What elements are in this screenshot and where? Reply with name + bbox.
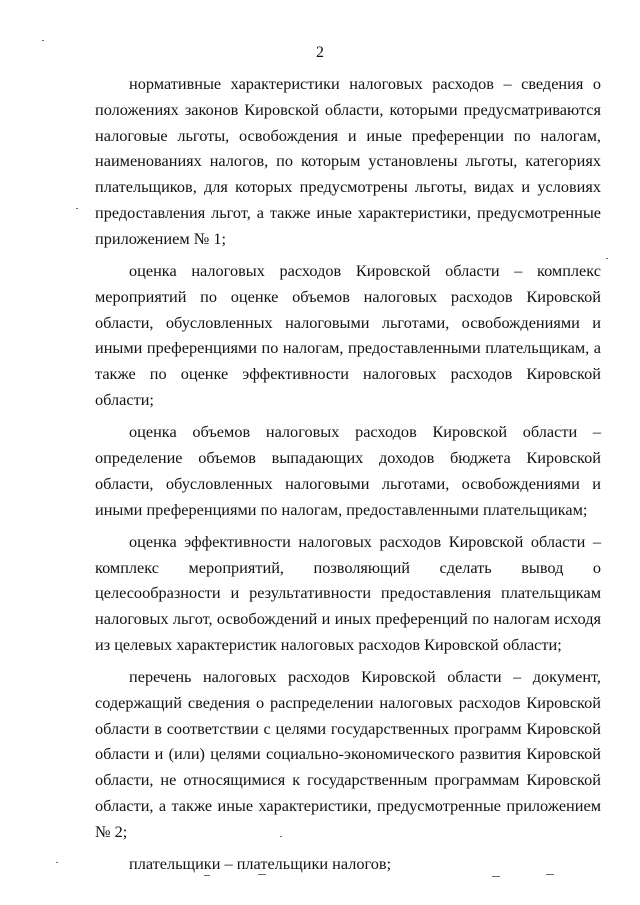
paragraph-efficiency-assessment: оценка эффективности налоговых расходов Кировской области – комплекс мероприятий, позволяющий сделать вывод о целесообразности и результативности предоставления плательщикам налоговых льгот, освобождений и иных преференций по налогам исходя из целевых характеристик налоговых расходов Кировской области; <box>95 531 601 654</box>
scan-speck <box>56 862 58 863</box>
scan-speck <box>204 875 210 876</box>
paragraph-payers: плательщики – плательщики налогов; <box>129 854 392 874</box>
scan-speck <box>492 876 500 877</box>
scan-speck <box>76 208 78 209</box>
paragraph-tax-expenditure-assessment: оценка налоговых расходов Кировской области – комплекс мероприятий по оценке объемов налоговых расходов Кировской области, обусловленных налоговыми льготами, освобождениями и иными преференциями по налогам, предоставленными плательщикам, а также по оценке эффективности налоговых расходов Кировской области; <box>95 260 601 409</box>
scan-speck <box>42 40 44 41</box>
scan-speck <box>606 258 608 259</box>
paragraph-tax-expenditure-list: перечень налоговых расходов Кировской области – документ, содержащий сведения о распределении налоговых расходов Кировской области в соответствии с целями государственных программ Кировской области и (или) целями социально-экономического развития Кировской области, не относящимися к государственным программам Кировской области, а также иные характеристики, предусмотренные приложением № 2; <box>95 667 601 841</box>
document-body <box>95 71 601 883</box>
scan-speck <box>280 836 282 837</box>
paragraph-volume-assessment: оценка объемов налоговых расходов Кировской области – определение объемов выпадающих доходов бюджета Кировской области, обусловленных налоговыми льготами, освобождениями и иными преференциями по налогам, предоставленными плательщикам; <box>95 422 601 519</box>
scan-speck <box>258 874 266 875</box>
scan-speck <box>546 874 554 875</box>
page-number: 2 <box>316 44 324 61</box>
paragraph-normative-characteristics: нормативные характеристики налоговых расходов – сведения о положениях законов Кировской области, которыми предусматриваются налоговые льготы, освобождения и иные преференции по налогам, наименованиях налогов, по которым установлены льготы, категориях плательщиков, для которых предусмотрены льготы, видах и условиях предоставления льгот, а также иные характеристики, предусмотренные приложением № 1; <box>95 74 601 248</box>
